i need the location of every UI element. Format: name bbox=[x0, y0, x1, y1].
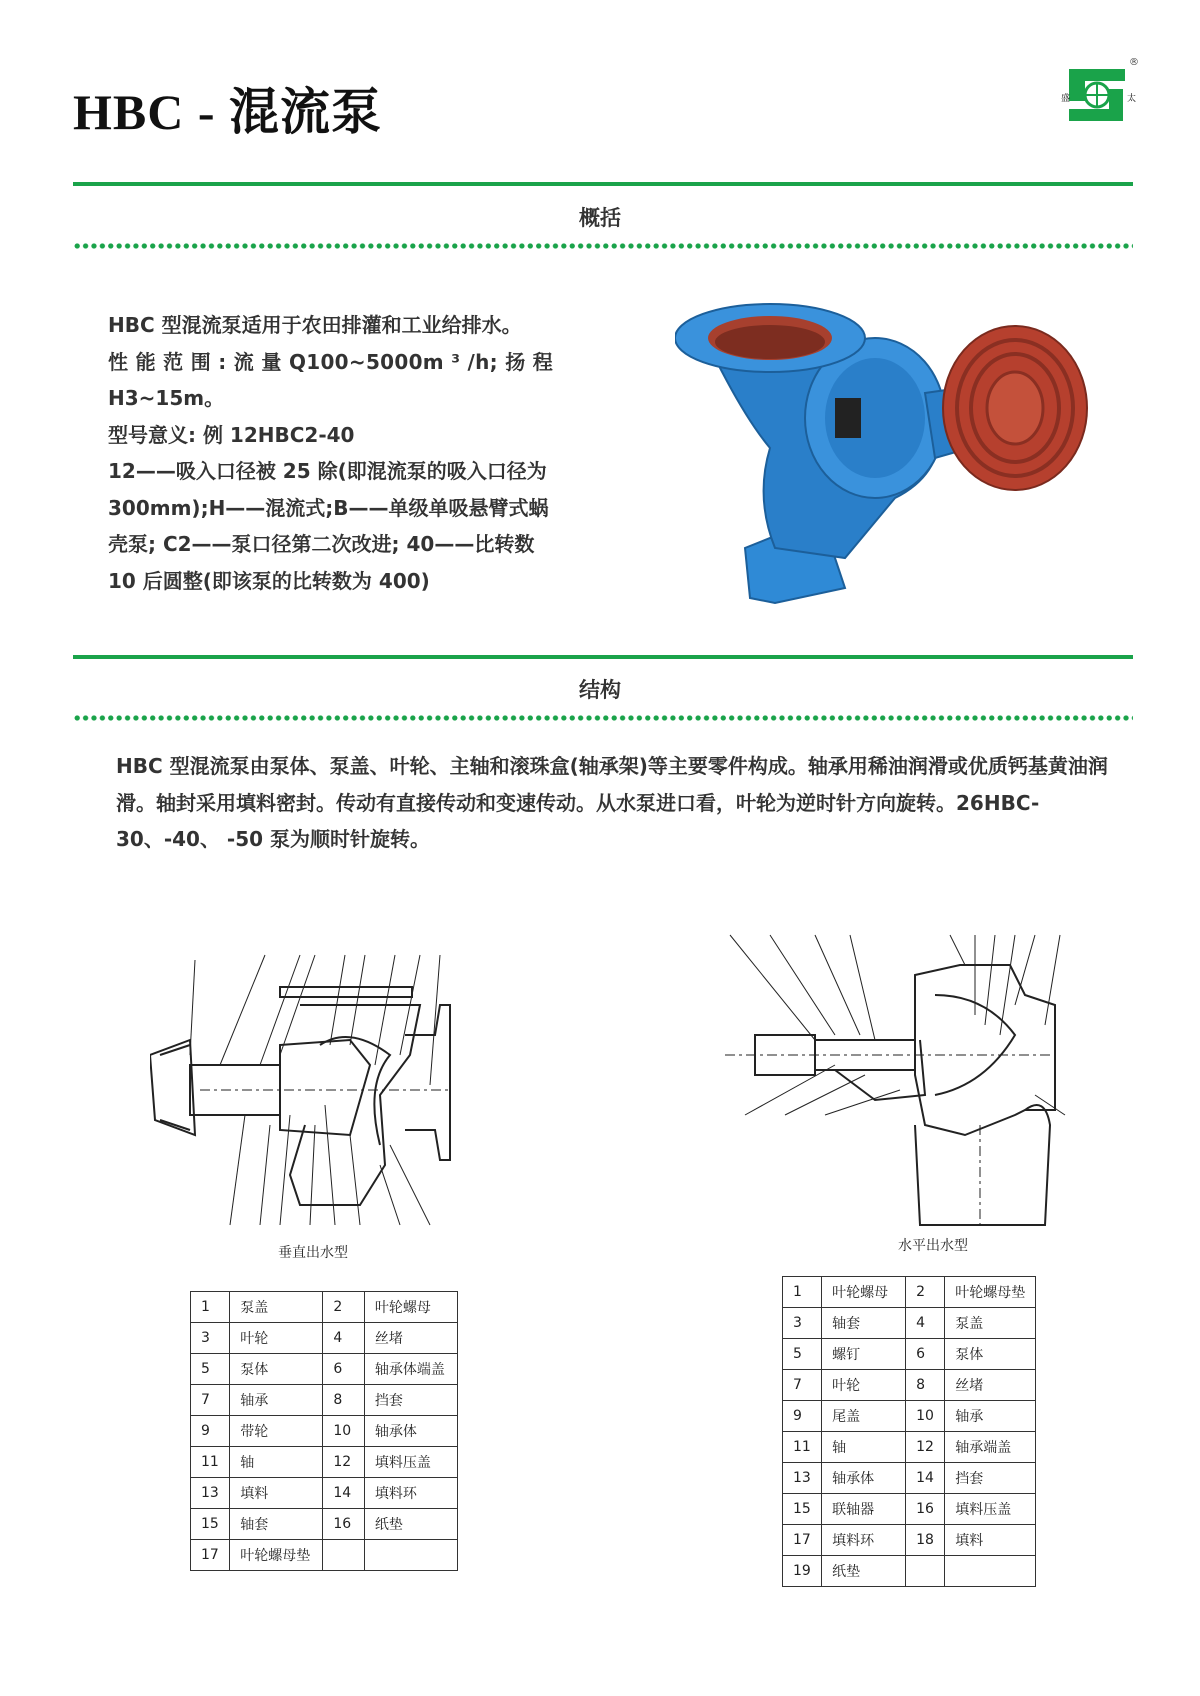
table-row bbox=[783, 1277, 1036, 1308]
part-number-cell: 2 bbox=[323, 1292, 365, 1323]
part-name-cell: 泵盖 bbox=[230, 1292, 323, 1323]
overview-line: HBC 型混流泵适用于农田排灌和工业给排水。 bbox=[108, 313, 522, 337]
part-number-cell: 10 bbox=[906, 1401, 945, 1432]
part-name-cell: 联轴器 bbox=[822, 1494, 906, 1525]
pump-photo bbox=[675, 298, 1103, 608]
part-number-cell: 19 bbox=[783, 1556, 822, 1587]
logo-char-right: 太 bbox=[1127, 94, 1137, 104]
overview-text bbox=[108, 307, 570, 599]
table-row bbox=[783, 1432, 1036, 1463]
part-name-cell: 轴套 bbox=[230, 1509, 323, 1540]
part-name-cell: 叶轮螺母垫 bbox=[945, 1277, 1036, 1308]
part-name-cell: 轴承 bbox=[230, 1385, 323, 1416]
table-row bbox=[191, 1385, 458, 1416]
part-name-cell: 尾盖 bbox=[822, 1401, 906, 1432]
horizontal-outlet-caption: 水平出水型 bbox=[898, 1238, 968, 1254]
part-name-cell bbox=[364, 1540, 457, 1571]
overview-line: 12——吸入口径被 25 除(即混流泵的吸入口径为 bbox=[108, 459, 547, 483]
table-row bbox=[191, 1292, 458, 1323]
part-name-cell: 轴 bbox=[230, 1447, 323, 1478]
part-number-cell: 11 bbox=[783, 1432, 822, 1463]
overview-line: 型号意义: 例 12HBC2-40 bbox=[108, 422, 355, 447]
table-row bbox=[191, 1354, 458, 1385]
overview-line: H3~15m。 bbox=[108, 386, 225, 410]
part-number-cell: 8 bbox=[323, 1385, 365, 1416]
part-name-cell: 丝堵 bbox=[945, 1370, 1036, 1401]
part-name-cell: 叶轮螺母垫 bbox=[230, 1540, 323, 1571]
part-name-cell: 填料 bbox=[945, 1525, 1036, 1556]
part-number-cell: 1 bbox=[783, 1277, 822, 1308]
vertical-outlet-caption: 垂直出水型 bbox=[278, 1245, 348, 1261]
table-row bbox=[783, 1401, 1036, 1432]
part-name-cell: 泵盖 bbox=[945, 1308, 1036, 1339]
parts-table-horizontal bbox=[782, 1276, 1036, 1587]
part-number-cell: 12 bbox=[323, 1447, 365, 1478]
part-number-cell: 4 bbox=[906, 1308, 945, 1339]
part-name-cell: 螺钉 bbox=[822, 1339, 906, 1370]
part-number-cell: 13 bbox=[783, 1463, 822, 1494]
part-number-cell: 7 bbox=[191, 1385, 230, 1416]
overview-line: 性 能 范 围 : 流 量 Q100~5000m ³ /h; 扬 程 bbox=[108, 349, 554, 374]
part-number-cell: 9 bbox=[783, 1401, 822, 1432]
part-number-cell: 7 bbox=[783, 1370, 822, 1401]
horizontal-outlet-diagram bbox=[725, 925, 1085, 1240]
part-name-cell: 轴承体端盖 bbox=[364, 1354, 457, 1385]
overview-line: 壳泵; C2——泵口径第二次改进; 40——比转数 bbox=[108, 532, 535, 556]
part-name-cell: 叶轮螺母 bbox=[364, 1292, 457, 1323]
part-number-cell: 4 bbox=[323, 1323, 365, 1354]
part-name-cell: 填料 bbox=[230, 1478, 323, 1509]
part-number-cell bbox=[323, 1540, 365, 1571]
part-name-cell: 泵体 bbox=[945, 1339, 1036, 1370]
part-number-cell: 1 bbox=[191, 1292, 230, 1323]
page-title: HBC - 混流泵 bbox=[73, 84, 382, 140]
part-number-cell: 5 bbox=[191, 1354, 230, 1385]
part-name-cell: 填料压盖 bbox=[364, 1447, 457, 1478]
part-number-cell: 10 bbox=[323, 1416, 365, 1447]
part-number-cell: 14 bbox=[906, 1463, 945, 1494]
part-name-cell: 填料环 bbox=[822, 1525, 906, 1556]
section-rule-middle bbox=[73, 655, 1133, 659]
part-number-cell: 15 bbox=[783, 1494, 822, 1525]
part-number-cell: 6 bbox=[906, 1339, 945, 1370]
part-name-cell: 挡套 bbox=[364, 1385, 457, 1416]
part-number-cell: 5 bbox=[783, 1339, 822, 1370]
table-row bbox=[783, 1463, 1036, 1494]
part-name-cell: 挡套 bbox=[945, 1463, 1036, 1494]
parts-table-vertical bbox=[190, 1291, 458, 1571]
part-number-cell: 16 bbox=[323, 1509, 365, 1540]
section-rule-top bbox=[73, 182, 1133, 186]
dotted-divider bbox=[73, 715, 1133, 721]
part-name-cell bbox=[945, 1556, 1036, 1587]
part-name-cell: 纸垫 bbox=[822, 1556, 906, 1587]
part-number-cell: 12 bbox=[906, 1432, 945, 1463]
table-row bbox=[783, 1556, 1036, 1587]
part-number-cell: 17 bbox=[191, 1540, 230, 1571]
part-number-cell bbox=[906, 1556, 945, 1587]
table-row bbox=[191, 1540, 458, 1571]
table-row bbox=[191, 1478, 458, 1509]
part-number-cell: 8 bbox=[906, 1370, 945, 1401]
table-row bbox=[191, 1447, 458, 1478]
table-row bbox=[191, 1509, 458, 1540]
part-name-cell: 叶轮 bbox=[822, 1370, 906, 1401]
table-row bbox=[191, 1416, 458, 1447]
part-name-cell: 填料环 bbox=[364, 1478, 457, 1509]
part-number-cell: 6 bbox=[323, 1354, 365, 1385]
part-number-cell: 3 bbox=[191, 1323, 230, 1354]
part-name-cell: 丝堵 bbox=[364, 1323, 457, 1354]
logo-char-left: 盛 bbox=[1061, 94, 1071, 104]
part-name-cell: 轴 bbox=[822, 1432, 906, 1463]
part-number-cell: 3 bbox=[783, 1308, 822, 1339]
table-row bbox=[783, 1308, 1036, 1339]
part-number-cell: 13 bbox=[191, 1478, 230, 1509]
brand-logo bbox=[1055, 55, 1140, 135]
part-name-cell: 轴套 bbox=[822, 1308, 906, 1339]
part-number-cell: 16 bbox=[906, 1494, 945, 1525]
part-name-cell: 泵体 bbox=[230, 1354, 323, 1385]
part-name-cell: 轴承体 bbox=[822, 1463, 906, 1494]
part-name-cell: 轴承端盖 bbox=[945, 1432, 1036, 1463]
overview-line: 10 后圆整(即该泵的比转数为 400) bbox=[108, 568, 430, 593]
registered-mark: ® bbox=[1129, 57, 1139, 68]
table-row bbox=[783, 1494, 1036, 1525]
section-title-overview: 概括 bbox=[579, 206, 621, 230]
part-name-cell: 叶轮 bbox=[230, 1323, 323, 1354]
part-name-cell: 轴承体 bbox=[364, 1416, 457, 1447]
part-number-cell: 14 bbox=[323, 1478, 365, 1509]
part-number-cell: 11 bbox=[191, 1447, 230, 1478]
table-row bbox=[783, 1525, 1036, 1556]
part-name-cell: 叶轮螺母 bbox=[822, 1277, 906, 1308]
table-row bbox=[783, 1370, 1036, 1401]
table-row bbox=[191, 1323, 458, 1354]
part-number-cell: 2 bbox=[906, 1277, 945, 1308]
section-title-structure: 结构 bbox=[579, 678, 621, 702]
part-number-cell: 15 bbox=[191, 1509, 230, 1540]
structure-text: HBC 型混流泵由泵体、泵盖、叶轮、主轴和滚珠盒(轴承架)等主要零件构成。轴承用稀油润滑或优质钙基黄油润滑。轴封采用填料密封。传动有直接传动和变速传动。从水泵进口看，叶轮为逆时针方向旋转。26HBC-30、-40、 -50 泵为顺时针旋转。 bbox=[116, 754, 1108, 851]
part-number-cell: 17 bbox=[783, 1525, 822, 1556]
part-name-cell: 填料压盖 bbox=[945, 1494, 1036, 1525]
part-number-cell: 9 bbox=[191, 1416, 230, 1447]
vertical-outlet-diagram bbox=[150, 945, 490, 1255]
dotted-divider bbox=[73, 243, 1133, 249]
overview-line: 300mm);H——混流式;B——单级单吸悬臂式蜗 bbox=[108, 495, 549, 520]
part-name-cell: 纸垫 bbox=[364, 1509, 457, 1540]
part-number-cell: 18 bbox=[906, 1525, 945, 1556]
part-name-cell: 带轮 bbox=[230, 1416, 323, 1447]
table-row bbox=[783, 1339, 1036, 1370]
part-name-cell: 轴承 bbox=[945, 1401, 1036, 1432]
